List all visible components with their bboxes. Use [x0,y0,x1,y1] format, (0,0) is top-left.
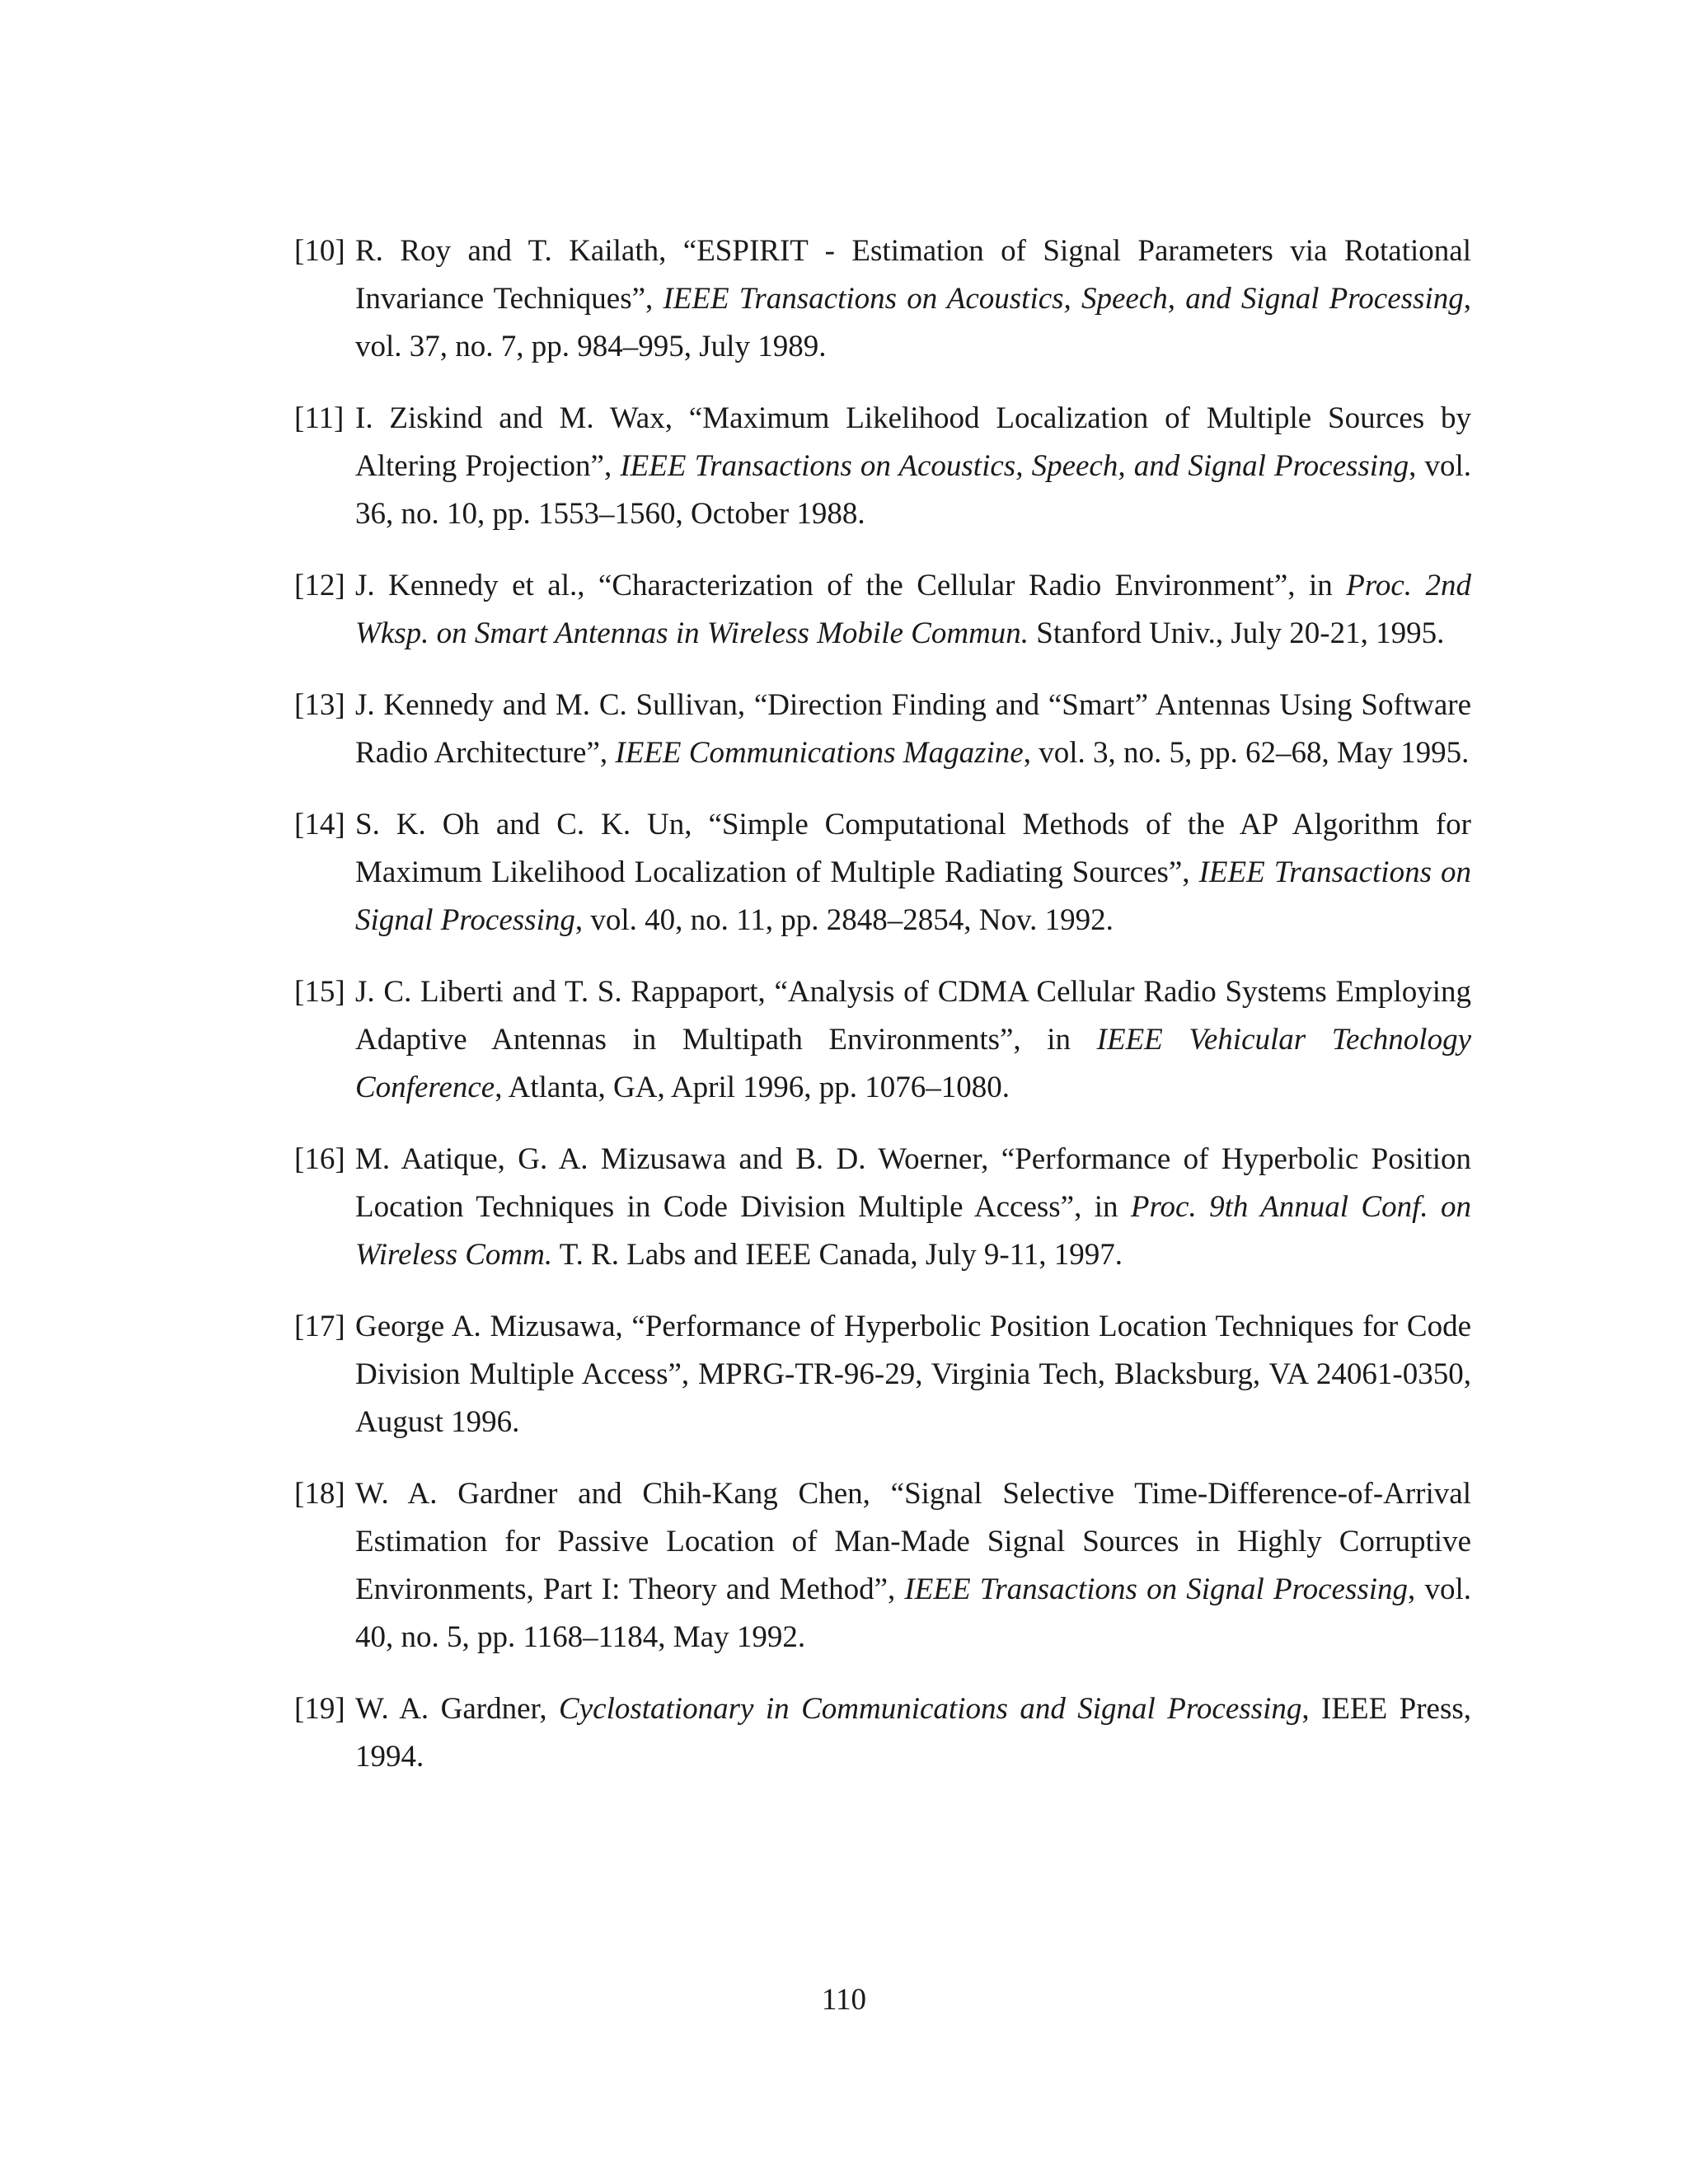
reference-segment: , vol. 36, no. 10, pp. 1553–1560, October 1988. [355,449,1472,531]
reference-number: [15] [294,975,345,1009]
reference-number: [18] [294,1477,345,1511]
reference-text [355,1685,1471,1781]
reference-segment: George A. Mizusawa, “Performance of Hyperbolic Position Location Techniques for Code Division Multiple Access”, MPRG-TR-96-29, Virginia Tech, Blacksburg, VA 24061-0350, August 1996. [355,1310,1471,1439]
reference-text [355,395,1471,538]
reference-segment: J. Kennedy et al., “Characterization of the Cellular Radio Environment”, in [355,569,1347,602]
reference-venue: IEEE Transactions on Acoustics, Speech, and Signal Processing [663,282,1464,316]
reference-venue: IEEE Transactions on Acoustics, Speech, and Signal Processing [620,449,1409,483]
reference-entry [294,227,1471,371]
reference-text [355,227,1471,371]
reference-number: [16] [294,1142,345,1176]
reference-text [355,1136,1471,1279]
reference-segment: S. K. Oh and C. K. Un, “Simple Computational Methods of the AP Algorithm for Maximum Likelihood Localization of Multiple Radiating Sources”, [355,808,1471,889]
reference-entry [294,1136,1471,1279]
reference-number: [14] [294,808,345,841]
reference-segment: J. C. Liberti and T. S. Rappaport, “Analysis of CDMA Cellular Radio Systems Employing Adaptive Antennas in Multipath Environments”, in [355,975,1471,1057]
page-number: 110 [821,1983,867,2017]
reference-text [355,1303,1471,1446]
reference-venue: IEEE Transactions on Signal Processing [904,1572,1409,1606]
reference-venue: IEEE Transactions on Signal Processing [355,855,1471,937]
reference-entry [294,682,1471,777]
reference-segment: , Atlanta, GA, April 1996, pp. 1076–1080. [495,1071,1010,1104]
reference-segment: , vol. 3, no. 5, pp. 62–68, May 1995. [1023,736,1470,770]
reference-text [355,801,1471,944]
reference-segment: J. Kennedy and M. C. Sullivan, “Direction Finding and “Smart” Antennas Using Software Radio Architecture”, [355,688,1471,770]
reference-venue: Proc. 2nd Wksp. on Smart Antennas in Wireless Mobile Commun. [355,569,1471,650]
reference-segment: Stanford Univ., July 20-21, 1995. [1029,616,1445,650]
reference-list [294,227,1471,1805]
reference-text [355,562,1471,658]
reference-segment: W. A. Gardner, [355,1692,560,1726]
reference-entry [294,562,1471,658]
reference-entry [294,801,1471,944]
reference-venue: Proc. 9th Annual Conf. on Wireless Comm. [355,1190,1471,1272]
reference-entry [294,395,1471,538]
reference-entry [294,1685,1471,1781]
reference-text [355,1470,1471,1661]
reference-entry [294,1470,1471,1661]
reference-venue: IEEE Communications Magazine [615,736,1024,770]
reference-number: [12] [294,569,345,602]
reference-number: [13] [294,688,345,722]
reference-venue: IEEE Vehicular Technology Conference [355,1023,1471,1104]
reference-segment: , vol. 40, no. 11, pp. 2848–2854, Nov. 1992. [574,903,1114,937]
reference-segment: , vol. 40, no. 5, pp. 1168–1184, May 1992. [355,1572,1471,1654]
reference-segment: T. R. Labs and IEEE Canada, July 9-11, 1997. [552,1238,1123,1272]
reference-text [355,968,1471,1112]
reference-entry [294,968,1471,1112]
reference-number: [10] [294,234,345,268]
reference-number: [17] [294,1310,345,1343]
reference-segment: R. Roy and T. Kailath, “ESPIRIT - Estimation of Signal Parameters via Rotational Invariance Techniques”, [355,234,1471,316]
reference-number: [19] [294,1692,345,1726]
reference-segment: , vol. 37, no. 7, pp. 984–995, July 1989. [355,282,1471,363]
reference-segment: W. A. Gardner and Chih-Kang Chen, “Signal Selective Time-Difference-of-Arrival Estimation for Passive Location of Man-Made Signal Sources in Highly Corruptive Environments, Part I: Theory and Method”, [355,1477,1471,1606]
reference-text [355,682,1471,777]
reference-entry [294,1303,1471,1446]
reference-segment: I. Ziskind and M. Wax, “Maximum Likelihood Localization of Multiple Sources by Altering Projection”, [355,401,1471,483]
reference-venue: Cyclostationary in Communications and Signal Processing [559,1692,1302,1726]
reference-segment: , IEEE Press, 1994. [355,1692,1471,1774]
reference-number: [11] [294,401,345,435]
reference-segment: M. Aatique, G. A. Mizusawa and B. D. Woerner, “Performance of Hyperbolic Position Location Techniques in Code Division Multiple Access”, in [355,1142,1471,1224]
